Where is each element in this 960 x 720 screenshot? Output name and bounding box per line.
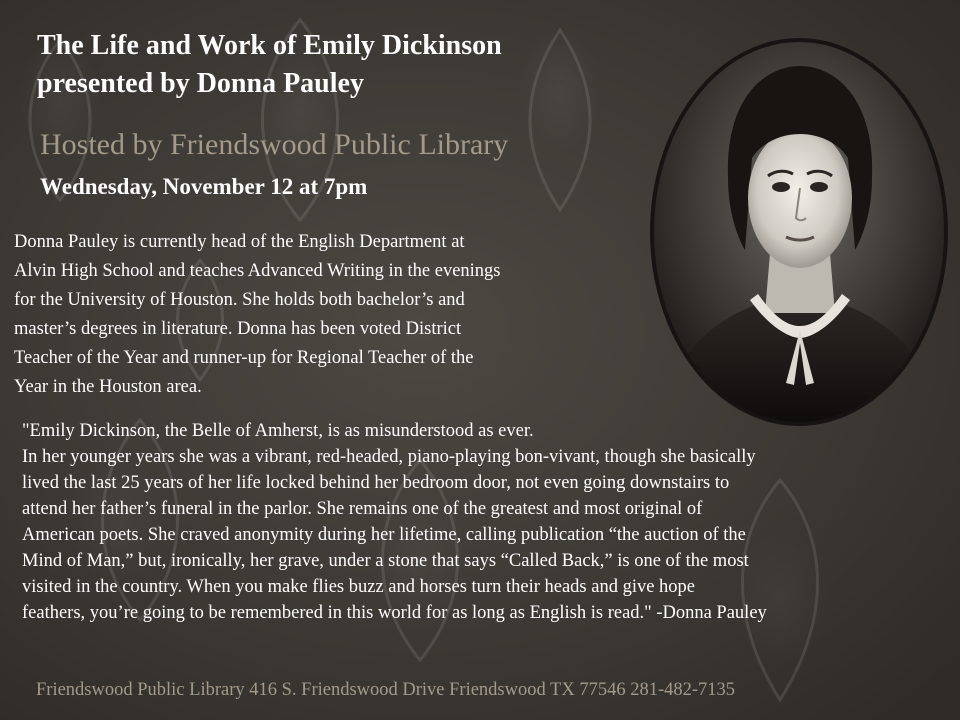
quote-line: feathers, you’re going to be remembered in this world for as long as English is read." -Donna Pauley xyxy=(22,603,767,623)
event-title-line-2: presented by Donna Pauley xyxy=(37,68,364,99)
quote-line: In her younger years she was a vibrant, red-headed, piano-playing bon-vivant, though she basically xyxy=(22,447,756,467)
presenter-bio xyxy=(14,228,664,402)
bio-line: Year in the Houston area. xyxy=(14,377,202,397)
event-title-line-1: The Life and Work of Emily Dickinson xyxy=(37,30,502,61)
host-line: Hosted by Friendswood Public Library xyxy=(40,128,509,161)
presenter-quote xyxy=(22,418,958,626)
emily-dickinson-portrait xyxy=(650,38,948,426)
event-title xyxy=(37,27,637,103)
quote-line: American poets. She craved anonymity during her lifetime, calling publication “the auction of the xyxy=(22,525,746,545)
quote-line: lived the last 25 years of her life locked behind her bedroom door, not even going downstairs to xyxy=(22,473,730,493)
quote-line: Mind of Man,” but, ironically, her grave, under a stone that says “Called Back,” is one of the most xyxy=(22,551,749,571)
bio-line: Donna Pauley is currently head of the English Department at xyxy=(14,232,465,252)
bio-line: master’s degrees in literature. Donna has been voted District xyxy=(14,319,462,339)
quote-line: visited in the country. When you make flies buzz and horses turn their heads and give hope xyxy=(22,577,696,597)
quote-line: attend her father’s funeral in the parlor. She remains one of the greatest and most original of xyxy=(22,499,703,519)
bio-line: for the University of Houston. She holds both bachelor’s and xyxy=(14,290,465,310)
bio-line: Alvin High School and teaches Advanced Writing in the evenings xyxy=(14,261,501,281)
bio-line: Teacher of the Year and runner-up for Regional Teacher of the xyxy=(14,348,474,368)
library-contact-footer: Friendswood Public Library 416 S. Friendswood Drive Friendswood TX 77546 281-482-7135 xyxy=(36,680,736,700)
event-date: Wednesday, November 12 at 7pm xyxy=(40,174,368,199)
quote-line: "Emily Dickinson, the Belle of Amherst, is as misunderstood as ever. xyxy=(22,421,534,441)
